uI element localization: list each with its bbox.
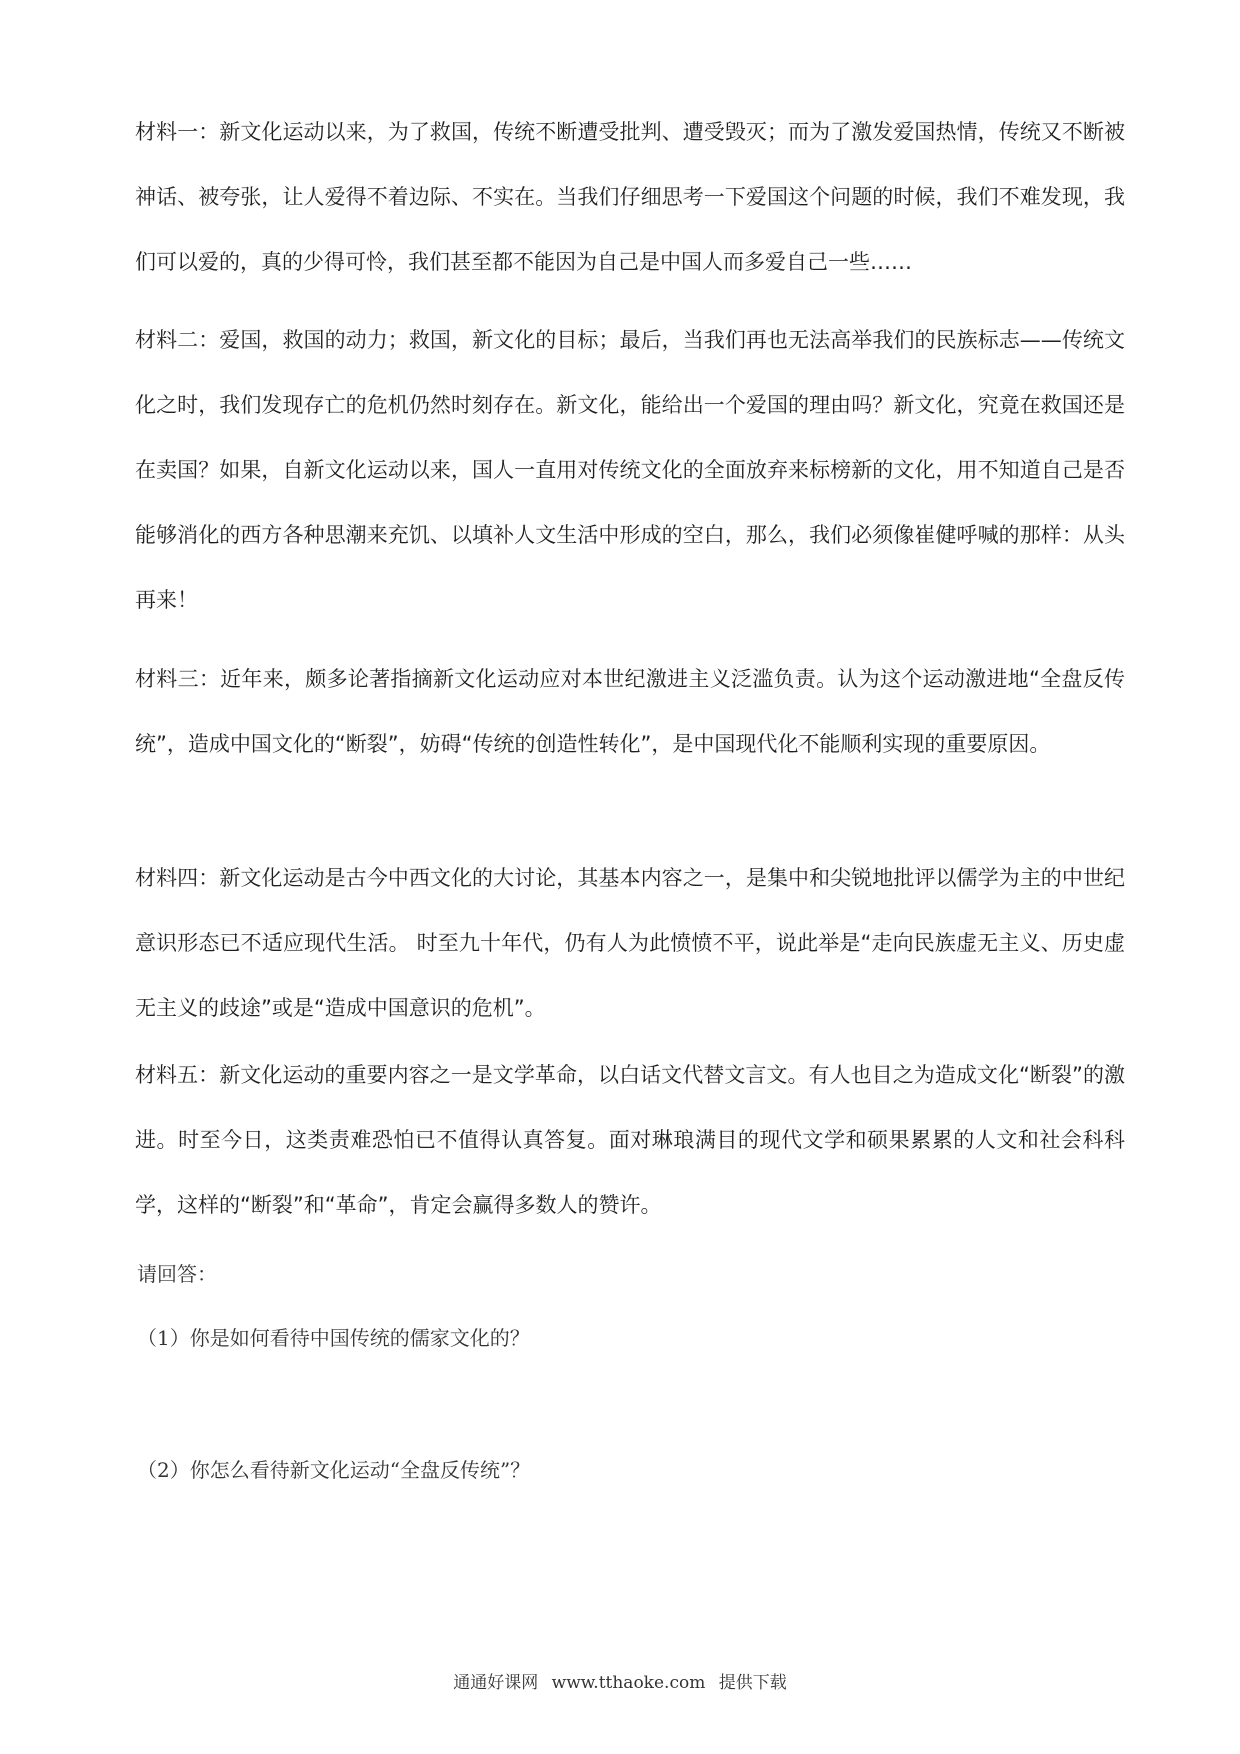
- footer-url: www.tthaoke.com: [551, 1673, 706, 1693]
- question-two: （2）你怎么看待新文化运动“全盘反传统”？: [137, 1458, 531, 1482]
- material-five: 材料五：新文化运动的重要内容之一是文学革命，以白话文代替文言文。有人也目之为造成文化“断裂”的激进。时至今日，这类责难恐怕已不值得认真答复。面对琳琅满目的现代文学和硕果累累的人文和社会科科学，这样的“断裂”和“革命”，肯定会赢得多数人的赞许。: [135, 1063, 1125, 1217]
- material-one: 材料一：新文化运动以来，为了救国，传统不断遭受批判、遭受毁灭；而为了激发爱国热情，传统又不断被神话、被夸张，让人爱得不着边际、不实在。当我们仔细思考一下爱国这个问题的时候，我们不难发现，我们可以爱的，真的少得可怜，我们甚至都不能因为自己是中国人而多爱自己一些……: [135, 120, 1125, 274]
- material-four: 材料四：新文化运动是古今中西文化的大讨论，其基本内容之一，是集中和尖锐地批评以儒学为主的中世纪意识形态已不适应现代生活。 时至九十年代，仍有人为此愤愤不平，说此举是“走向民族虚无主义、历史虚无主义的歧途”或是“造成中国意识的危机”。: [135, 866, 1125, 1020]
- material-two: 材料二：爱国，救国的动力；救国，新文化的目标；最后，当我们再也无法高举我们的民族标志——传统文化之时，我们发现存亡的危机仍然时刻存在。新文化，能给出一个爱国的理由吗？新文化，究竟在救国还是在卖国？如果，自新文化运动以来，国人一直用对传统文化的全面放弃来标榜新的文化，用不知道自己是否能够消化的西方各种思潮来充饥、以填补人文生活中形成的空白，那么，我们必须像崔健呼喊的那样：从头再来！: [135, 328, 1125, 612]
- answer-prompt: 请回答：: [137, 1262, 217, 1286]
- footer-site-name: 通通好课网: [453, 1673, 539, 1693]
- material-three: 材料三：近年来，颇多论著指摘新文化运动应对本世纪激进主义泛滥负责。认为这个运动激进地“全盘反传统”，造成中国文化的“断裂”，妨碍“传统的创造性转化”，是中国现代化不能顺利实现的重要原因。: [135, 667, 1125, 756]
- page-footer: [0, 1670, 1240, 1696]
- footer-note: 提供下载: [718, 1673, 787, 1693]
- question-one: （1）你是如何看待中国传统的儒家文化的？: [137, 1326, 530, 1350]
